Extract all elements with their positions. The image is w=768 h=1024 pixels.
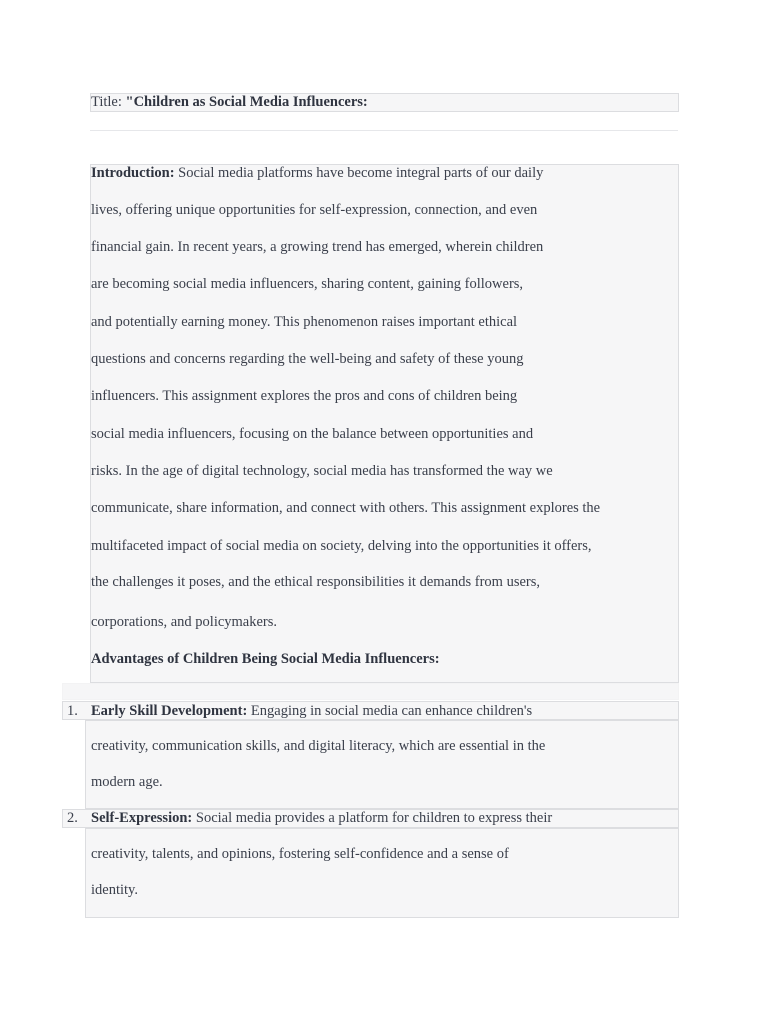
intro-line-7: social media influencers, focusing on the balance between opportunities and — [91, 426, 534, 442]
title-divider — [90, 130, 678, 131]
list-item-2-first-line — [91, 809, 552, 827]
list-item-2-body-box — [85, 828, 679, 918]
intro-line-12: corporations, and policymakers. — [91, 614, 278, 630]
intro-line-0 — [91, 164, 543, 182]
list-item-2-text: Social media provides a platform for children to express their — [192, 810, 553, 826]
intro-line-10: multifaceted impact of social media on society, delving into the opportunities it offers, — [91, 538, 592, 554]
list-spacer — [62, 683, 679, 700]
intro-line-3: are becoming social media influencers, sharing content, gaining followers, — [91, 276, 524, 292]
intro-line-1: lives, offering unique opportunities for self-expression, connection, and even — [91, 202, 538, 218]
list-item-1-first-line — [91, 702, 532, 720]
intro-line-11: the challenges it poses, and the ethical responsibilities it demands from users, — [91, 574, 540, 590]
intro-text: Social media platforms have become integral parts of our daily — [174, 165, 544, 181]
intro-line-5: questions and concerns regarding the well-being and safety of these young — [91, 351, 524, 367]
list-item-1-title: Early Skill Development: — [91, 703, 248, 719]
list-item-1-line-1: creativity, communication skills, and digital literacy, which are essential in the — [91, 738, 546, 754]
list-item-2-line-1: creativity, talents, and opinions, fostering self-confidence and a sense of — [91, 846, 509, 862]
intro-heading: Introduction: — [91, 165, 175, 181]
list-item-2-number: 2. — [67, 810, 78, 826]
intro-line-4: and potentially earning money. This phenomenon raises important ethical — [91, 314, 518, 330]
list-item-2-line-2: identity. — [91, 882, 138, 898]
title-prefix: Title: — [91, 94, 126, 110]
intro-line-9: communicate, share information, and connect with others. This assignment explores the — [91, 500, 601, 516]
list-item-1-text: Engaging in social media can enhance children's — [247, 703, 533, 719]
document-title — [91, 93, 368, 111]
list-item-1-line-2: modern age. — [91, 774, 163, 790]
intro-line-8: risks. In the age of digital technology, social media has transformed the way we — [91, 463, 553, 479]
title-text: "Children as Social Media Influencers: — [125, 94, 368, 110]
advantages-heading-text: Advantages of Children Being Social Media Influencers: — [91, 651, 440, 667]
list-item-1-body-box — [85, 720, 679, 809]
intro-line-2: financial gain. In recent years, a growing trend has emerged, wherein children — [91, 239, 544, 255]
intro-line-6: influencers. This assignment explores the pros and cons of children being — [91, 388, 518, 404]
list-item-2-title: Self-Expression: — [91, 810, 193, 826]
list-item-1-number: 1. — [67, 703, 78, 719]
advantages-heading — [91, 650, 440, 668]
